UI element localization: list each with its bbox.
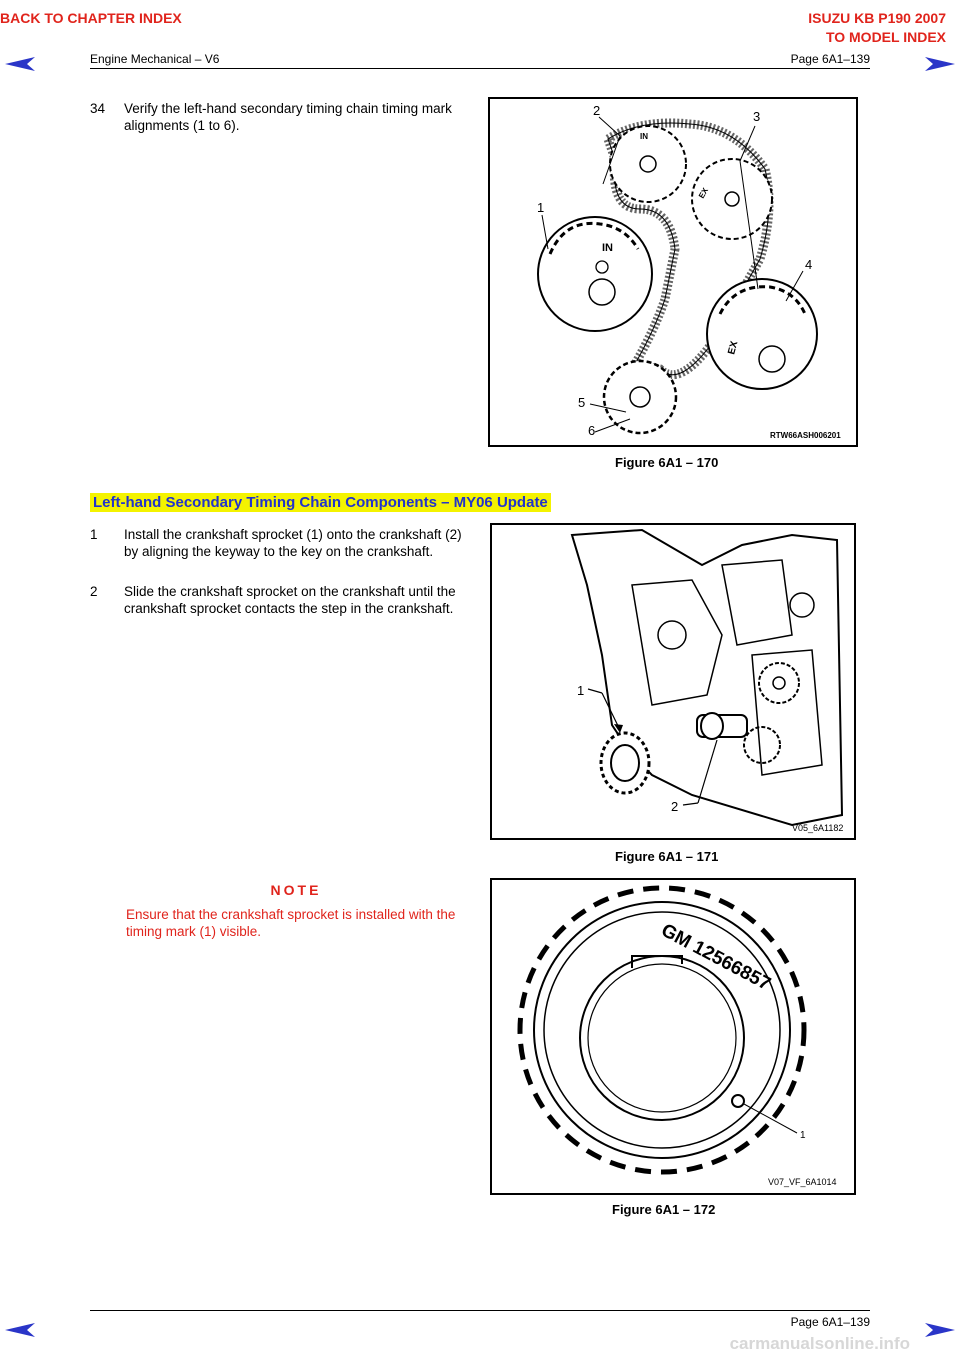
note-title: NOTE bbox=[270, 882, 322, 898]
fig170-callout-1: 1 bbox=[537, 200, 545, 215]
fig170-callout-5: 5 bbox=[578, 395, 586, 410]
step-number: 2 bbox=[90, 584, 98, 599]
crank-sprocket-diagram bbox=[492, 880, 854, 1193]
fig170-mark-ex-upper: EX bbox=[696, 186, 711, 200]
fig170-callout-6: 6 bbox=[588, 423, 596, 438]
step-text: Slide the crankshaft sprocket on the crankshaft until the crankshaft sprocket contacts the step in the crankshaft. bbox=[124, 584, 456, 616]
note-text: Ensure that the crankshaft sprocket is installed with the timing mark (1) visible. bbox=[126, 907, 456, 939]
step-text: Verify the left-hand secondary timing chain timing mark alignments (1 to 6). bbox=[124, 101, 452, 133]
fig170-callout-3: 3 bbox=[753, 109, 761, 124]
fig172-callout-1: 1 bbox=[800, 1130, 806, 1141]
figure-170-caption: Figure 6A1 – 170 bbox=[615, 455, 719, 470]
previous-page-arrow-icon[interactable] bbox=[3, 56, 37, 72]
fig170-mark-in-detail: IN bbox=[602, 242, 613, 254]
fig170-mark-in-upper: IN bbox=[640, 132, 648, 141]
previous-page-arrow-bottom-icon[interactable] bbox=[3, 1322, 37, 1338]
figure-171-caption: Figure 6A1 – 171 bbox=[615, 849, 719, 864]
footer-rule bbox=[90, 1310, 870, 1311]
figure-170-timing-chain bbox=[488, 97, 858, 447]
fig172-part-stamp: GM 12566857 bbox=[657, 919, 774, 995]
step-text: Install the crankshaft sprocket (1) onto the crankshaft (2) by aligning the keyway to the key on the crankshaft. bbox=[124, 527, 462, 559]
fig170-mark-ex-detail: EX bbox=[726, 340, 741, 356]
header-section-title: Engine Mechanical – V6 bbox=[90, 52, 220, 66]
step-2 bbox=[90, 583, 465, 617]
model-title: ISUZU KB P190 2007 bbox=[808, 10, 946, 26]
figure-172-caption: Figure 6A1 – 172 bbox=[612, 1202, 716, 1217]
step-34 bbox=[90, 100, 465, 134]
fig170-code: RTW66ASH006201 bbox=[770, 431, 841, 440]
section-heading bbox=[90, 494, 551, 512]
step-1 bbox=[90, 526, 465, 560]
fig171-callout-2: 2 bbox=[671, 799, 679, 814]
footer-page-number: Page 6A1–139 bbox=[790, 1315, 870, 1329]
to-model-index-link[interactable]: TO MODEL INDEX bbox=[825, 29, 946, 45]
figure-172-crank-sprocket bbox=[490, 878, 856, 1195]
figure-171-engine-front bbox=[490, 523, 856, 840]
fig170-callout-4: 4 bbox=[805, 257, 813, 272]
header-page-number: Page 6A1–139 bbox=[790, 52, 870, 66]
header-rule bbox=[90, 68, 870, 69]
next-page-arrow-icon[interactable] bbox=[923, 56, 957, 72]
fig172-code: V07_VF_6A1014 bbox=[768, 1177, 837, 1187]
section-heading-text: Left-hand Secondary Timing Chain Components – MY06 Update bbox=[90, 493, 551, 512]
timing-chain-diagram bbox=[490, 99, 856, 445]
engine-front-diagram bbox=[492, 525, 854, 838]
fig171-callout-1: 1 bbox=[577, 683, 585, 698]
fig170-callout-2: 2 bbox=[593, 103, 601, 118]
watermark: carmanualsonline.info bbox=[729, 1334, 910, 1353]
step-number: 34 bbox=[90, 101, 106, 116]
fig171-code: V05_6A1182 bbox=[792, 823, 844, 833]
next-page-arrow-bottom-icon[interactable] bbox=[923, 1322, 957, 1338]
step-number: 1 bbox=[90, 527, 98, 542]
back-to-chapter-index-link[interactable]: BACK TO CHAPTER INDEX bbox=[0, 10, 182, 26]
